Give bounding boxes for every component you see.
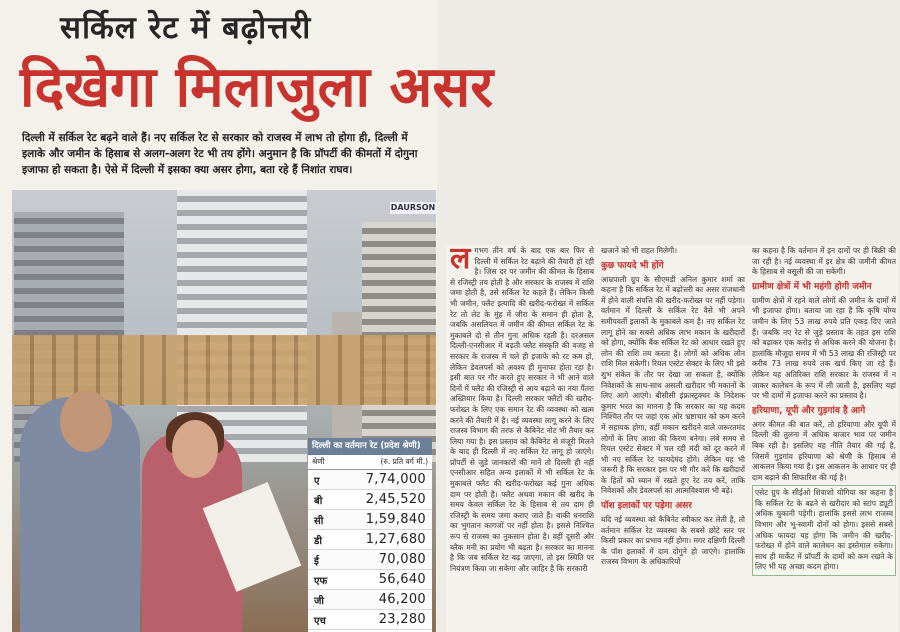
drop-cap: ल (450, 246, 471, 276)
column-text: का कहना है कि वर्तमान में इन दामों पर ही बिक्री की जा रही है। नई व्यवस्था में इर क्षेत्र की जमीनी कीमत के हिसाब से वसूली की जा सकेगी। (752, 246, 896, 277)
table-cell-rate: 56,640 (378, 572, 426, 587)
article-kicker: सर्किल रेट में बढ़ोत्तरी (60, 10, 312, 46)
table-cell-category: ए (314, 475, 320, 487)
column-text: गभग तीन वर्ष के बाद एक बार फिर से दिल्ली में सर्किल रेट बढ़ाने की तैयारी हो रही है। जिस दर पर जमीन की कीमत के हिसाब से रजिस्ट्री तय होती है और सरकार के राजस्व में राशि जमा होती है, उसे सर्किल रेट कहते हैं। लेकिन किसी भी जमीन, फ्लैट इत्यादि की खरीद-फरोख्त में सर्किल रेट तो लेट के मुंह में जीरा के समान ही होता है, जबकि असलियत में जमीन की कीमत सर्किल रेट के मुकाबले दो से तीन गुना अधिक रहती है। दरअसल दिल्ली-एनसीआर में बढ़ती फ्लैट संस्कृति की वजह से सरकार के राजस्व में चले ही इजाफे को रट कम हो, लेकिन डेवलपर्स को अवश्य ही मुनाफा होता रहा है। इसी बात पर गौर करते हुए सरकार ने भी आने वाले दिनों में फ्लैट की रजिस्ट्री से आय बढ़ाने का नया पैंतरा अख्तियार किया है। दिल्ली सरकार फ्लैटों की खरीद-फरोख्त के लिए एक समान रेट की व्यवस्था को खत्म करने की तैयारी में है। नई व्यवस्था लागू करने के लिए राजस्व विभाग की तरफ से कैबिनेट नोट भी तैयार कर लिया गया है। इस प्रस्ताव को कैबिनेट से मंजूरी मिलने के बाद ही दिल्ली में नए सर्किल रेट लागू हो जाएंगे। प्रॉपर्टी से जुड़े जानकारों की मानें तो दिल्ली ही नहीं एनसीआर सहित अन्य इलाकों में भी सर्किल रेट के मुकाबले फ्लैट की खरीद-फरोख्त कई गुना अधिक दाम पर होती है। फ्लैट अथवा मकान की खरीद के समय केवल सर्किल रेट के हिसाब से तय दाम ही रजिस्ट्री के समय जमा कराए जाते हैं। बाकी धनराशि का भुगतान कागजों पर नहीं होता है। इससे निश्चित रूप से राजस्व का नुकसान होता है। वहीं दूसरी ओर ब्लैक मनी का प्रयोग भी बढ़ता है। सरकार का मानना है कि जब सर्किल रेट बढ़ जाएगा, तो इस स्थिति पर नियंत्रण किया जा सकेगा और जाहिर है कि सरकारी (450, 246, 594, 573)
table-title: दिल्ली का वर्तमान रेट (प्रदेश श्रेणी) (308, 438, 432, 455)
table-row (308, 570, 432, 590)
column-text: खजाने को भी राहत मिलेगी। (601, 246, 678, 255)
table-cell-rate: 23,280 (378, 612, 426, 627)
table-cell-rate: 2,45,520 (365, 492, 426, 507)
subheading: ग्रामीण क्षेत्रों में भी महंगी होगी जमीन (752, 281, 872, 292)
table-row (308, 490, 432, 510)
table-row (308, 510, 432, 530)
subheading: पॉश इलाकों पर पड़ेगा असर (601, 501, 692, 512)
table-cell-category: एच (314, 615, 326, 627)
table-header-rate: (रु. प्रति वर्ग मी.) (380, 457, 428, 466)
table-cell-category: जी (314, 595, 325, 607)
table-cell-category: डी (314, 535, 322, 547)
column-text: आम्रपाली ग्रुप के सीएमडी अनिल कुमार शर्मा का कहना है कि सर्किल रेट में बढ़ोत्तरी का असर राजधानी में होने वाली संपत्ति की खरीद-फरोख्त पर नहीं पड़ेगा। वर्तमान में दिल्ली के सर्किल रेट वैसे भी अपने समीपवर्ती इलाकों के मुकाबले कम है। नए सर्किल रेट लागू होने का सबसे अधिक लाभ मकान के खरीदारों को होगा, क्योंकि बैंक सर्किल रेट को आधार रखते हुए लोन की राशि तय करता है। लोगों को अधिक लोन राशि मिल सकेगी। रियल एस्टेट सेक्टर के लिए भी इसे शुभ संकेत के तौर पर देखा जा सकता है, क्योंकि निवेशकों के साथ-साथ असली खरीदार भी मकानों के लिए आगे आएंगे। बीसीसी इंफ्रास्ट्रक्चर के निदेशक कुमार भरत का मानना है कि सरकार का यह कदम निश्चित तौर पर जहां एक ओर भ्रष्टाचार को कम करने में सहायक होगा, वहीं मकान खरीदने वाले जरूरतमंद लोगों के लिए आशा की किरण बनेगा। लंबे समय से रियल एस्टेट सेक्टर में चल रही मंदी को दूर करने में भी नए सर्किल रेट फायदेमंद होंगे। लेकिन यह भी जरूरी है कि सरकार इस पर भी गौर करे कि खरीदारों के हितों को ध्यान में रखते हुए रेट तय करें, ताकि निवेशकों और डेवलपर्स का आत्मविश्वास भी बढ़े। (601, 274, 745, 496)
table-row (308, 550, 432, 570)
table-cell-rate: 46,200 (378, 592, 426, 607)
subheading: हरियाणा, यूपी और गुड़गांव है आगे (752, 405, 866, 416)
table-row (308, 590, 432, 610)
column-text: अगर कीमत की बात करें, तो हरियाणा और यूपी में दिल्ली की तुलना में अधिक बाजार भाव पर जमीन बिक रही है। इसलिए यह नीति तैयार की गई है, जिसमें गुड़गांव हरियाणा को श्रेणी के हिसाब से आकलन किया गया है। इस आकलन के आधार पर ही दाम बढ़ाने की सिफारिश की गई है। (752, 419, 896, 482)
table-cell-category: बी (314, 495, 323, 507)
table-cell-rate: 1,27,680 (365, 532, 426, 547)
table-row (308, 470, 432, 490)
circle-rate-table (308, 438, 432, 632)
article-intro (22, 130, 430, 178)
table-row (308, 530, 432, 550)
table-cell-category: एफ (314, 575, 328, 587)
article-columns (450, 246, 896, 630)
subheading: कुछ फायदे भी होंगे (601, 260, 664, 271)
byline: निशांत राघव। (301, 164, 353, 176)
article-column-2 (601, 246, 745, 630)
highlight-box: एसेट ग्रुप के सीईओ शिवाशो योगिया का कहना है कि सर्किल रेट के बढ़ने से खरीदार को स्टांप ड्यूटी अधिक चुकानी पड़ेगी। हालांकि इससे लाभ राजस्व विभाग और भू-स्वामी दोनों को होगा। इससे सबसे अधिक फायदा यह होगा कि जमीन की खरीद-फरोख्त में होने वाले कालेधन का इस्तेमाल रुकेगा। साथ ही मार्केट में प्रॉपर्टी के दामों को कम रखने के लिए भी यह अच्छा कदम होगा। (752, 485, 896, 576)
table-cell-rate: 7,74,000 (365, 472, 426, 487)
photo-person-woman-head (172, 420, 218, 478)
column-text: यदि नई व्यवस्था को कैबिनेट स्वीकार कर लेती है, तो वर्तमान सर्किल रेट व्यवस्था के सबसे छोटे स्तर पर किसी प्रकार का प्रभाव नहीं होगा। मगर दक्षिणी दिल्ली के पॉश इलाकों में दाम दोगुने हो जाएंगे। हालांकि राजस्व विभाग के अधिकारियों (601, 515, 745, 567)
table-cell-category: ई (314, 555, 319, 567)
table-cell-rate: 1,59,840 (365, 512, 426, 527)
table-header-category: श्रेणी (312, 457, 325, 466)
column-text: ग्रामीण क्षेत्रों में रहने वाले लोगों की जमीन के दामों में भी इजाफा होगा। बताया जा रहा है कि कृषि योग्य जमीन के लिए 53 लाख रुपये प्रति एकड़ दिए जाते हैं। जबकि नए रेट से जुड़े प्रस्ताव के तहत इस राशि को बढ़ाकर एक करोड़ से अधिक करने की योजना है। हालांकि मौजूदा समय में भी 53 लाख की रजिस्ट्री पर करीब 73 लाख रुपये तक खर्च किए जा रहे हैं। लेकिन यह अतिरिक्त राशि सरकार के राजस्व में न जाकर कालेधन के रूप में ली जाती है, इसलिए यहां पर भी दामों में इजाफा करने का प्रस्ताव है। (752, 295, 896, 401)
article-headline: दिखेगा मिलाजुला असर (20, 55, 494, 120)
photo-signboard: DAURSON (390, 203, 436, 212)
table-row (308, 610, 432, 630)
photo-person-man-head (60, 390, 112, 452)
article-column-3 (752, 246, 896, 630)
table-header (308, 455, 432, 470)
intro-text: दिल्ली में सर्किल रेट बढ़ने वाले हैं। नए सर्किल रेट से सरकार को राजस्व में लाभ तो होगा ही, दिल्ली में इलाके और जमीन के हिसाब से अलग-अलग रेट भी तय होंगे। अनुमान है कि प्रॉपर्टी की कीमतों में दोगुना इजाफा हो सकता है। ऐसे में दिल्ली में इसका क्या असर होगा, बता रहे हैं (22, 132, 418, 176)
table-cell-rate: 70,080 (378, 552, 426, 567)
table-cell-category: सी (314, 515, 324, 527)
table-body (308, 470, 432, 630)
article-column-1 (450, 246, 594, 630)
